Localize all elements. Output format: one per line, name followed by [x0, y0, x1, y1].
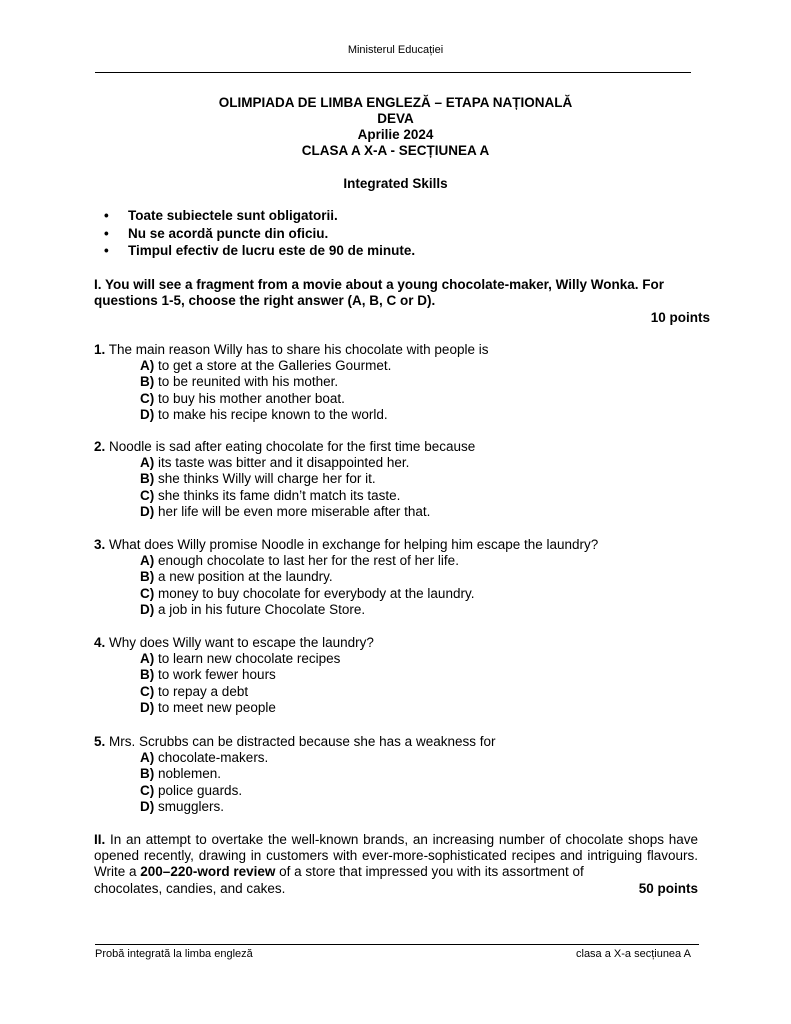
exam-title-block [0, 95, 791, 159]
answer-option-d: D) to make his recipe known to the world. [140, 406, 388, 422]
answer-option-a: A) its taste was bitter and it disappointed her. [140, 455, 410, 471]
section-2-label: II. [94, 832, 106, 847]
section-2-last-line: chocolates, candies, and cakes. [94, 880, 286, 896]
section-2-intro: In an attempt to overtake the well-known brands, an increasing number of chocolate shops have opened recently, drawing in customers with ever-more-sophisticated recipes and intriguing flavours. Write a [94, 832, 698, 880]
bullet-icon: • [104, 208, 109, 223]
bullet-icon: • [104, 243, 109, 258]
answer-option-d: D) to meet new people [140, 699, 276, 715]
exam-class: CLASA A X-A - SECȚIUNEA A [301, 143, 490, 158]
exam-subtitle: Integrated Skills [343, 176, 448, 191]
question-number: 1. [94, 342, 106, 357]
answer-option-a: A) to learn new chocolate recipes [140, 651, 341, 667]
answer-option-c: C) to repay a debt [140, 683, 249, 699]
question-stem: The main reason Willy has to share his chocolate with people is [108, 342, 489, 357]
question-stem: What does Willy promise Noodle in exchange for helping him escape the laundry? [109, 537, 599, 552]
answer-option-c: C) money to buy chocolate for everybody at the laundry. [140, 585, 475, 601]
bullet-icon: • [104, 225, 109, 241]
section-2-emphasis: 200–220-word review [140, 864, 276, 880]
answer-option-c: C) she thinks its fame didn’t match its taste. [140, 487, 401, 503]
answer-option-b: B) a new position at the laundry. [140, 569, 333, 585]
section-2-points: 50 points [638, 880, 698, 896]
exam-date: Aprilie 2024 [357, 127, 434, 142]
question-number: 2. [94, 439, 106, 454]
answer-option-c: C) to buy his mother another boat. [140, 390, 345, 406]
rule-item: • Toate subiectele sunt obligatorii. [104, 208, 338, 223]
question-5 [94, 734, 710, 815]
question-number: 3. [94, 537, 106, 552]
question-1 [94, 342, 710, 423]
answer-option-d: D) a job in his future Chocolate Store. [140, 601, 366, 617]
question-stem: Mrs. Scrubbs can be distracted because she has a weakness for [109, 734, 496, 749]
answer-option-d: D) smugglers. [140, 798, 225, 814]
rule-item: • Nu se acordă puncte din oficiu. [104, 225, 329, 241]
answer-option-a: A) enough chocolate to last her for the rest of her life. [140, 553, 459, 569]
answer-option-a: A) chocolate-makers. [140, 750, 269, 766]
answer-option-d: D) her life will be even more miserable after that. [140, 503, 431, 519]
question-number: 5. [94, 734, 106, 749]
footer-subject: Probă integrată la limba engleză [95, 948, 253, 960]
rule-item: • Timpul efectiv de lucru este de 90 de minute. [104, 243, 416, 258]
section-1-instructions: I. You will see a fragment from a movie about a young chocolate-maker, Willy Wonka. For questions 1-5, choose the right answer (A, B, C or D). [94, 277, 665, 308]
question-2 [94, 439, 710, 520]
footer-class: clasa a X-a secțiunea A [576, 948, 691, 960]
answer-option-b: B) noblemen. [140, 766, 222, 782]
header-divider [95, 72, 691, 73]
answer-option-a: A) to get a store at the Galleries Gourmet. [140, 358, 392, 374]
question-stem: Noodle is sad after eating chocolate for the first time because [109, 439, 476, 454]
section-2-task [94, 832, 698, 897]
answer-option-b: B) to be reunited with his mother. [140, 374, 339, 390]
question-stem: Why does Willy want to escape the laundry? [109, 635, 374, 650]
section-1-points: 10 points [650, 310, 710, 325]
answer-option-b: B) to work fewer hours [140, 667, 276, 683]
question-number: 4. [94, 635, 106, 650]
answer-option-c: C) police guards. [140, 782, 243, 798]
section-2-rest: of a store that impressed you with its assortment of [279, 864, 584, 880]
question-3 [94, 537, 710, 618]
exam-location: DEVA [377, 111, 414, 126]
answer-option-b: B) she thinks Willy will charge her for it. [140, 471, 376, 487]
exam-title: OLIMPIADA DE LIMBA ENGLEZĂ – ETAPA NAȚIONALĂ [218, 95, 573, 110]
question-4 [94, 635, 710, 716]
page-header: Ministerul Educației [347, 44, 444, 56]
rules-list [104, 207, 415, 260]
footer-divider [95, 944, 699, 945]
